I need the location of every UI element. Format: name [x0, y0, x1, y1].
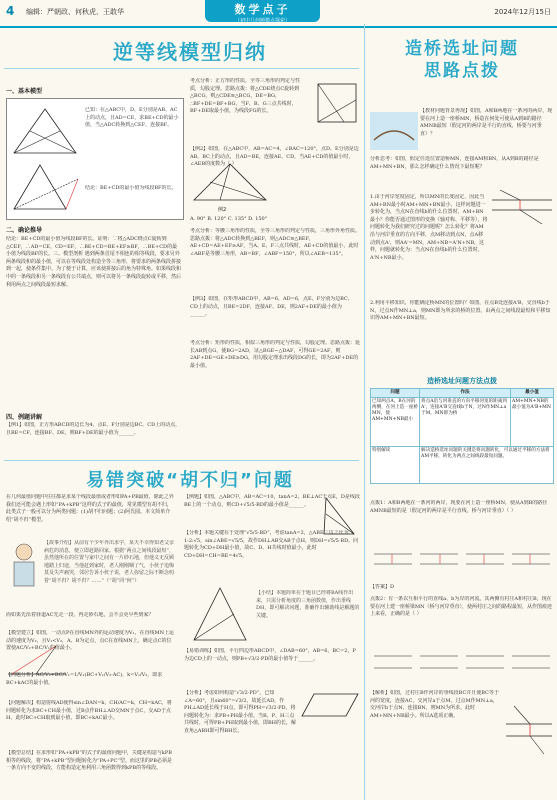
figure-caption: 例2: [218, 207, 227, 213]
divider: [4, 460, 359, 461]
example-solution: 【分析】本题关键在于处理“√5/5·BD”，考虑tanA=2，△ABE三边之比为1:2:√5，sin∠ABE=√5/5，故作DH⊥AB交AB于点H，则DH=√5/5·BD。问题转化为CD+DH最小值，故C、D、H共线时值最小，此时CD+DH=CH=BE=4√5。: [184, 530, 359, 559]
section-heading: 一、基本模型: [6, 88, 43, 95]
steps-text: 1.由于河岸宽度固定，所以MN的长度固定，因此当AM+BN最小时AM+MN+BN最小，这样问题进一步转化为，当点N在直线b的什么位置时，AM+BN最小？你能否通过图形的变换（轴对称、平移等），将问题转化为我们研究过的问题呢？怎么转化？将AM沿与河岸垂直的方向平移，点M移动到点N，点A移动到点A'，则AA'=MN，AM+NB=A'N+NB，这样，问题就转化为：当点N在直线b的什么位置时，A'N+NB最小。: [370, 194, 488, 261]
training-text: 【易错训练】如图，平行四边形ABCD中，∠DAB=60°，AB=6，BC=2，P为边CD上的一动点，则PB+√3/2·PD的最小值等于______。: [184, 648, 356, 662]
issue-date: 2024年12月15日: [494, 8, 551, 16]
analysis-text: 分析思考：如图，假定任选位置造桥MN，连接AM和BN，从A到B的路径是AM+MN+BN，那么怎样确定什么情况下最短呢？: [370, 156, 539, 170]
triangle-figure-bottom: [10, 161, 80, 213]
table-header: 作法: [420, 389, 511, 398]
parallelogram-figure: [300, 690, 360, 720]
method-table: [370, 388, 554, 484]
article1-title: 逆等线模型归纳: [113, 40, 267, 64]
training-analysis: 【分析】考虑如何构造“√3/2·PD”，已知∠A=60°，且sin60°=√3/2，故延长AD，作PH⊥AD延长线于H点，即可得PH=√3/2·PD，将问题转化为：求PB+PH最小值。当B、P、H三点共线时，可得PB+PH取到最小值，即BH的长，解直角△ABH即可得BH长。: [184, 690, 296, 734]
problem-solution: 【问题解决】构造射线AD使得sin∠DAN=k，CH/AC=k，CH=kAC，将问题转化为求BC+CH最小值，过B点作BH⊥AD交MN于点C，交AD于点H，此时BC+CH取到最小值，即BC+kAC最小。: [6, 700, 172, 722]
triangle-figure-top: [10, 105, 80, 157]
example-text: 【例题】如图，△ABC中，AB=AC=10，tanA=2，BE⊥AC于点E，D是线段BE上的一个动点，则CD+√5/5·BD的最小值是______。: [184, 494, 360, 508]
problem-analysis: 【问题分析】AC/V₂+BC/V₁=1/V₁(BC+V₁/V₂·AC)，k=V₁/V₂，即求BC+kAC的最小值。: [6, 672, 163, 686]
section-heading: 四、例题讲解: [6, 414, 43, 421]
table-row: [371, 398, 554, 447]
solution-figure: [190, 584, 250, 644]
masthead: [205, 0, 320, 22]
table-cell: 解决造桥选址问题的关键是将问题转化，可以通过平移的方法将AM平移，转化为两点之间线段最短问题。: [420, 447, 554, 484]
col2-analysis: 考点分析：正方形的性质，全等三角形的判定与性质，勾股定理。思路点拨：将△CDE绕点C旋转到△BCG，则△CDE≌△BCG，DE=BG，∴BF+DE=BF+BG，当F、B、G三点共线时，BF+DE取最小值，为线段FG的长。: [190, 78, 301, 115]
answer1: 【答案】D: [370, 584, 395, 590]
page-number: 4: [6, 4, 15, 18]
bridge-illustration: [370, 112, 418, 150]
point2-options-figure: [370, 642, 554, 684]
model-statement: 已知：在△ABC中，D、E分别是AB、AC上的动点，且AD=CE，求BE+CD的最小值，当△ADC转换到△CEF，连接BF。: [85, 107, 179, 129]
article3-title-line1: 造桥选址问题: [405, 39, 519, 59]
story-illustration: [6, 540, 42, 590]
steps2-text: 2.利用平移知识，你能确定桥MN的位置吗？如图，在点B处连接A'B，交直线b于N，过点N作MN⊥a，则MN即为所求的桥的位置。由两点之间线段最短和平移知识得AM+MN+BN最短。: [370, 300, 551, 322]
point1-text: 点拨1：A和B两地在一条河的两岸，现要在河上造一座桥MN，使从A到B的路径AMNB最短的是（假定河的两岸是平行直线，桥与河岸垂直）（ ）: [370, 500, 548, 514]
solution-tip: 【小结】本题简单在于题目已经将BA线作出来，只需分析角度的三角函数值，作出垂线DH，即可解决问题，准确作出辅助线是解题的关键。: [256, 590, 360, 619]
table-row: [371, 447, 554, 484]
model-setup: 【模型建立】如图，一动点P在直线MN外的运动速度为V₁，在直线MN上运动的速度为V₂，且V₁<V₂，A、B为定点，点C在直线MN上，确定点C的位置使AC/V₂+BC/V₁的值最小。: [6, 630, 174, 652]
example2-options: A. 90° B. 120° C. 135° D. 150°: [190, 216, 268, 222]
editors-line: 编辑：严朝政、何秋虎、王敢华: [26, 8, 124, 16]
example3-analysis: 考点分析：矩形的性质，相似三角形的判定与性质，勾股定理。思路点拨：延长AB到点G，使BG=2AD，证△BGE∽△DAF，可得GE=2AF，则2AF+DE=GE+DE≥DG，用勾股定理求出线段DG的长，即为2AF+DE的最小值。: [190, 340, 360, 369]
material-text: 【教材问题背景再现】如图，A和B两地在一条河的两岸，现要在河上造一座桥MN，桥造在何处可使从A到B的路径AMNB最短（假定河的两岸是平行的直线，桥要与河垂直）？: [420, 108, 553, 137]
example2-text: 【例2】如图，在△ABC中，AB=AC=4，∠BAC=120°，点D、E分别是边AB、BC上的动点，且AD=BE，连接AE、CD，当AE+CD的值最小时，∠AEB的度数为（ ）: [190, 146, 359, 168]
solution2-text: 【解析】如图，过村庄B作河岸的垂线段BC并且使BC等于河的宽度，连接AC，交河岸a于点M，过点M作MN⊥a，交河岸b于点N，连接BN，则MN为所求，此时AM+MN+NB最小。所以A选项正确。: [370, 690, 499, 719]
article2-title: 易错突破“胡不归”问题: [86, 470, 294, 491]
table-cell: 特别解读: [371, 447, 420, 484]
example3-text: 【例3】如图，在矩形ABCD中，AB=6，AD=6，点E、F分别为边BC、CD上的动点，且BE=2DF，连接AF、DE，则2AF+DE的最小值为______。: [190, 296, 353, 318]
table-cell: 将点A沿与河垂直的方向平移河宽的距离到A'，连接A'B交直线b于N，过N作MN⊥a于M，MN即为桥: [420, 398, 511, 447]
example1-text: 【例1】如图，正方形ABCD的边长为4，点E、F分别是边BC、CD上的动点，且BE=CF，连接BF、DE，则BF+DE的最小值为______。: [6, 422, 181, 436]
model-summary: 【模型总结】在求形如“PA+kPB”的式子的最值问题中，关键是构造与kPB相等的线段，将“PA+kPB”型问题转化为“PA+PC”型。而这里的PB必须是一条方向不变的线段，方能构造定角利用三角函数得到kPB的等线段。: [6, 750, 172, 772]
table-header: 问题: [371, 389, 420, 398]
method-table-title: 造桥选址问题方法点拨: [427, 377, 497, 385]
table-cell: 已知两点A、B在河的两侧，在河上造一座桥MN，使AM+MN+NB最小: [371, 398, 420, 447]
point2-text: 点拨2：有一条以互相平行的直线a、b为岸的河流，其两侧有村庄A和村庄B，现在要在河上建一座桥梁MN（桥与河岸垂直），使两村庄之间的路程最短，从作图痕迹上来看，正确的是（ ）: [370, 596, 552, 618]
square-figure: [314, 80, 360, 140]
divider: [4, 68, 359, 69]
column-divider: [364, 24, 365, 800]
story-text: 【故事介绍】从前有个少年外出求学，某天不幸得知老父亲病危的消息，便立即赶路回家。根据“两点之间线段最短”，虽然他所在的位置与家中之间有一片砂石地，但他义无反顾地踏上归途，当他赶到家时，老人刚刚咽了气，小伙子追悔莫及失声痛哭，邻居告诉小伙子说，老人弥留之际不断念叨着“胡不归？胡不归？……”（“胡”同“何”）: [44, 540, 175, 584]
point1-options-figure: [370, 540, 554, 582]
example2-figure: [190, 160, 270, 206]
model-conclusion: 结论：BE+CD的最小值为线段BF的长。: [85, 185, 177, 191]
proof-text: 结论：BE+CD的最小值为线段BF的长。证明：∵将△ADC绕点C旋转到△CEF，∴AD=CE，CD=EF，∴BE+CD=BE+EF≥BF，∴BE+CD的最小值为线段BF的长。三、模型剖析 遇到两条首尾不相连的相等线段，要求另外两条线段和的最小值，可以在等线段处构造全等三角形，将要求的两条线段拼接到一起，使条件集中。为了便于计算，应该使拼接后的角为特殊角。如果线段和中的一条线段和另一条线段有公共端点，则可以将另一条线段旋转或平移，然后利用两点之间线段最短求解。: [6, 236, 182, 288]
masthead-title: 数学点子: [234, 3, 291, 16]
article3-title-line2: 思路点拨: [424, 61, 500, 81]
section-heading: 二、确论推导: [6, 227, 43, 234]
intro-text: 在几何最值问题中往往都是求某个线段最值或者形如PA+PB最值，除此之外我们还可能会遇上形如“PA+kPB”这样的式子的最值，常见模型有胡不归，此类式子一般可以分为两类问题：(1)胡不归问题；(2)阿氏圆。本文简单介绍“胡不归”模型。: [6, 494, 174, 523]
model-box: [6, 98, 184, 220]
table-cell: AM+MN+NB的最小值为A'B+MN: [511, 398, 554, 447]
solution2-figure: [504, 700, 554, 760]
masthead-subtitle: （初中几何题模点探索）: [234, 18, 290, 24]
table-header: 最小值: [511, 389, 554, 398]
river-figure: [490, 186, 554, 228]
story-question: 而如果先沿着驿道AC先走一段，再走砂石地，会不会更早些到家？: [6, 612, 154, 618]
example2-analysis: 考点分析：等腰三角形的性质，全等三角形的判定与性质，三角形外角性质。思路点拨：将△ADC转换到△BEF，则△ADC≌△BEF，AE+CD=AE+EF≥AF，当A、E、F三点共线时，AE+CD的值最小，此时∠ABF是等腰三角形，AB=BF，∠ABF=150°，所以∠AEB=135°。: [190, 228, 360, 257]
